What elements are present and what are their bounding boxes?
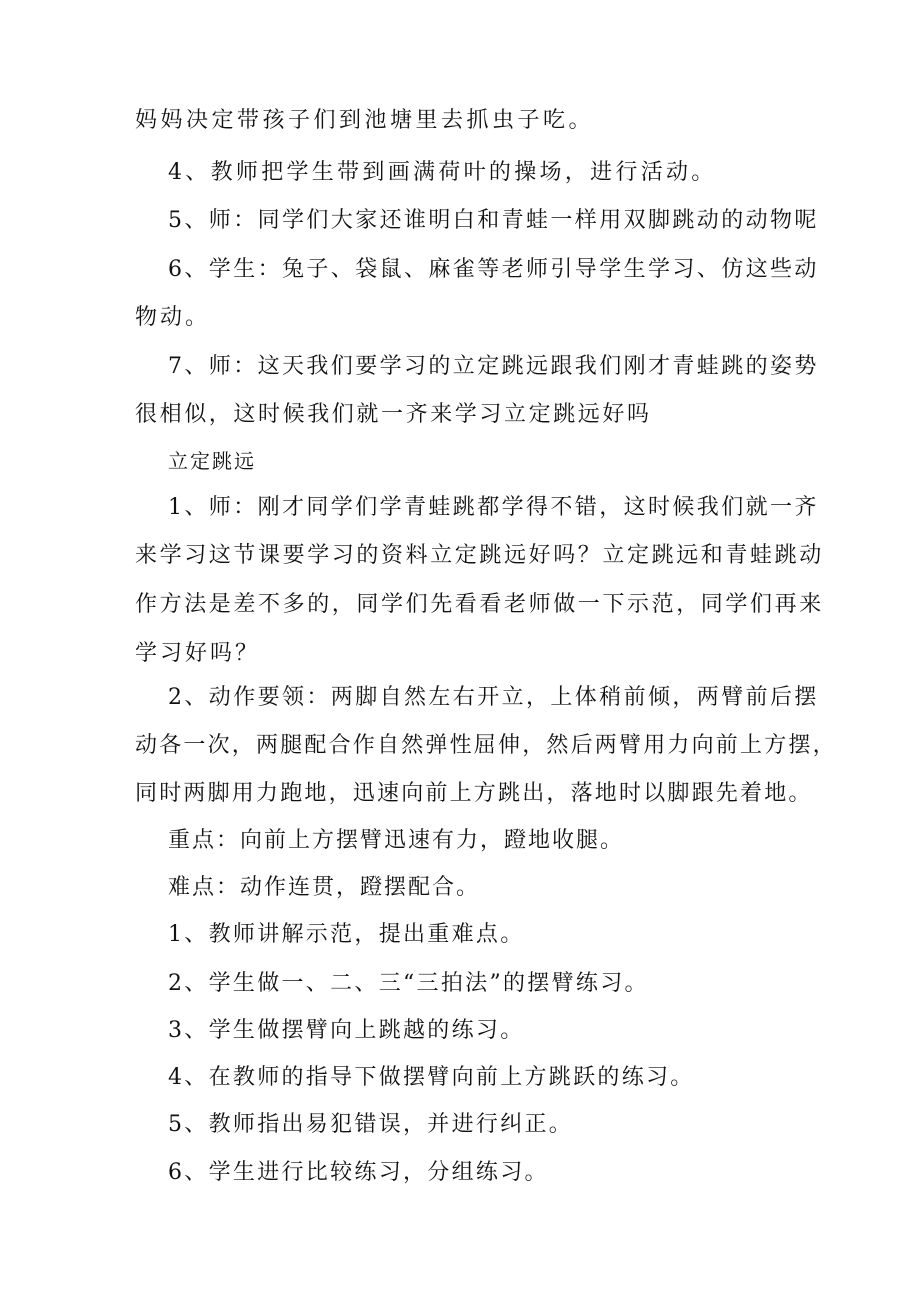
- step-line-5: 5、教师指出易犯错误，并进行纠正。: [168, 1112, 574, 1137]
- paragraph-line-1: 妈妈决定带孩子们到池塘里去抓虫子吃。: [135, 108, 595, 133]
- paragraph-line-5: 物动。: [135, 305, 211, 330]
- section-heading: 立定跳远: [168, 449, 256, 473]
- paragraph-line-13: 2、动作要领：两脚自然左右开立，上体稍前倾，两臂前后摆: [168, 685, 819, 710]
- paragraph-line-12: 学习好吗？: [135, 641, 261, 666]
- step-line-4: 4、在教师的指导下做摆臂向前上方跳跃的练习。: [168, 1065, 695, 1090]
- step-line-3: 3、学生做摆臂向上跳越的练习。: [168, 1018, 525, 1043]
- step-line-2: 2、学生做一、二、三“三拍法”的摆臂练习。: [168, 971, 649, 996]
- step-line-6: 6、学生进行比较练习，分组练习。: [168, 1160, 549, 1185]
- paragraph-line-9: 1、师：刚才同学们学青蛙跳都学得不错，这时候我们就一齐: [168, 495, 819, 520]
- paragraph-line-4: 6、学生：兔子、袋鼠、麻雀等老师引导学生学习、仿这些动: [168, 257, 819, 282]
- paragraph-line-14: 动各一次，两腿配合作自然弹性屈伸，然后两臂用力向前上方摆，: [135, 733, 837, 758]
- paragraph-line-15: 同时两脚用力跑地，迅速向前上方跳出，落地时以脚跟先着地。: [135, 781, 813, 806]
- paragraph-line-2: 4、教师把学生带到画满荷叶的操场，进行活动。: [168, 160, 717, 185]
- paragraph-line-3: 5、师：同学们大家还谁明白和青蛙一样用双脚跳动的动物呢: [168, 208, 819, 233]
- key-point-line: 重点：向前上方摆臂迅速有力，蹬地收腿。: [168, 828, 625, 853]
- paragraph-line-11: 作方法是差不多的，同学们先看看老师做一下示范，同学们再来: [135, 592, 824, 617]
- paragraph-line-10: 来学习这节课要学习的资料立定跳远好吗？立定跳远和青蛙跳动: [135, 543, 824, 568]
- step-line-1: 1、教师讲解示范，提出重难点。: [168, 922, 525, 947]
- paragraph-line-7: 很相似，这时候我们就一齐来学习立定跳远好吗: [135, 402, 652, 427]
- paragraph-line-6: 7、师：这天我们要学习的立定跳远跟我们刚才青蛙跳的姿势: [168, 354, 819, 379]
- difficulty-line: 难点：动作连贯，蹬摆配合。: [168, 875, 481, 900]
